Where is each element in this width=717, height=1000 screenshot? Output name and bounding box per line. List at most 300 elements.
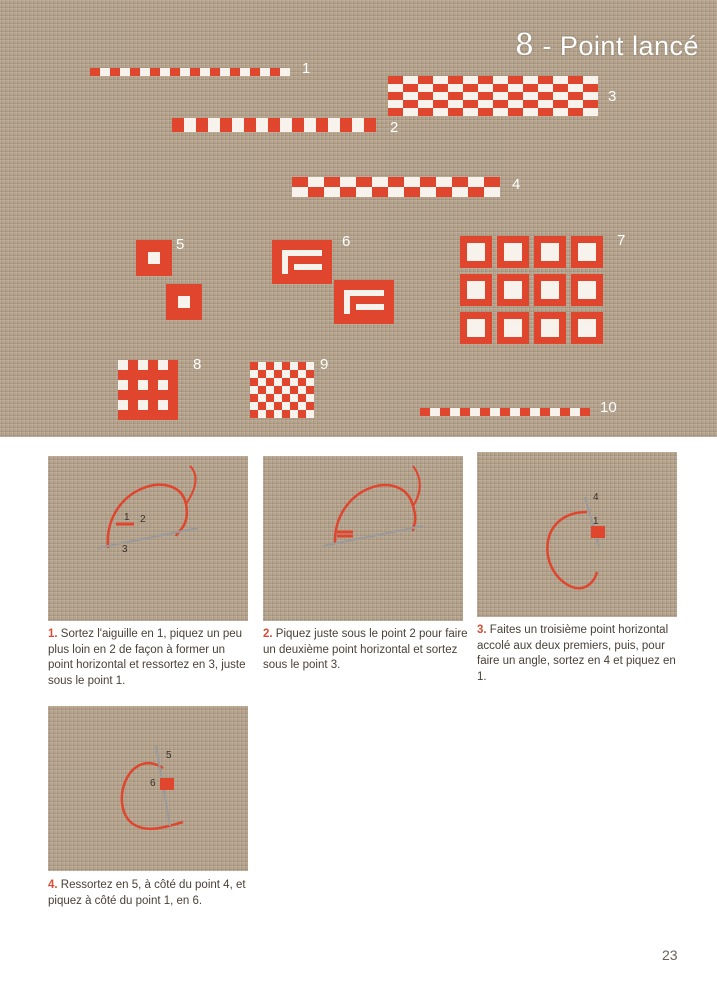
sample-6-stitch [294, 264, 322, 270]
sample-1-stitch [160, 68, 170, 76]
sample-10-stitch [500, 408, 510, 416]
sample-8-stitch [138, 410, 148, 420]
sample-9-stitch [306, 394, 314, 402]
sample-2-stitch [364, 118, 376, 132]
sample-8-stitch [168, 410, 178, 420]
sample-3-stitch [388, 76, 403, 84]
sample-8-stitch [118, 380, 128, 390]
step-4-mark-6: 6 [150, 778, 156, 789]
sample-3-stitch [553, 100, 568, 108]
page-number: 23 [662, 947, 678, 963]
sample-5-stitch [178, 296, 190, 308]
sample-9-stitch [258, 386, 266, 394]
sample-7-stitch [578, 243, 596, 261]
sample-8-stitch [148, 410, 158, 420]
sample-1-stitch [100, 68, 110, 76]
sample-10-stitch [510, 408, 520, 416]
sample-8-stitch [128, 360, 138, 370]
sample-5-stitch [190, 308, 202, 320]
sample-1-stitch [150, 68, 160, 76]
sample-7-stitch [467, 281, 485, 299]
sample-7-stitch [467, 243, 485, 261]
sample-3-stitch [433, 92, 448, 100]
sample-label-8: 8 [193, 356, 202, 373]
sample-3-stitch [508, 92, 523, 100]
sample-5-stitch [166, 296, 178, 308]
sample-2-stitch [208, 118, 220, 132]
sample-9-stitch [250, 362, 258, 370]
sample-9-stitch [290, 394, 298, 402]
sample-3-stitch [418, 92, 433, 100]
sample-9-stitch [298, 362, 306, 370]
sample-9-stitch [250, 386, 258, 394]
sample-1-stitch [260, 68, 270, 76]
sample-8-stitch [168, 380, 178, 390]
sample-3-stitch [448, 76, 463, 84]
step-1-caption [48, 627, 253, 689]
sample-5-stitch [178, 284, 190, 296]
sample-9-stitch [282, 370, 290, 378]
sample-2-stitch [172, 118, 184, 132]
sample-4-stitch [292, 187, 308, 197]
sample-3-stitch [538, 84, 553, 92]
sample-9-stitch [266, 394, 274, 402]
sample-1-stitch [210, 68, 220, 76]
step-4-number: 4. [48, 879, 58, 891]
sample-label-7: 7 [617, 232, 626, 249]
sample-10-stitch [450, 408, 460, 416]
step-3-illustration [477, 452, 677, 617]
sample-3-stitch [418, 84, 433, 92]
sample-8-stitch [148, 380, 158, 390]
sample-4-stitch [356, 177, 372, 187]
sample-10-stitch [560, 408, 570, 416]
step-1-photo [48, 456, 248, 621]
sample-2-stitch [292, 118, 304, 132]
sample-8-stitch [128, 380, 138, 390]
sample-4-stitch [324, 177, 340, 187]
sample-6-stitch [282, 256, 288, 274]
sample-7-stitch [578, 319, 596, 337]
sample-label-5: 5 [176, 236, 185, 253]
sampler-stitches [0, 0, 717, 437]
sample-3-stitch [403, 84, 418, 92]
sample-9-stitch [274, 402, 282, 410]
sample-8-stitch [128, 390, 138, 400]
sample-3-stitch [388, 84, 403, 92]
sample-8-stitch [138, 390, 148, 400]
sample-9-stitch [274, 378, 282, 386]
sample-7-stitch [541, 281, 559, 299]
sample-8-stitch [138, 370, 148, 380]
sample-8-stitch [168, 370, 178, 380]
sample-10-stitch [530, 408, 540, 416]
sample-3-stitch [493, 84, 508, 92]
sample-1-stitch [130, 68, 140, 76]
sample-3-stitch [433, 76, 448, 84]
sample-3-stitch [568, 92, 583, 100]
sample-9-stitch [290, 378, 298, 386]
title-number: 8 [514, 28, 535, 63]
sample-7-stitch [467, 319, 485, 337]
sample-2-stitch [232, 118, 244, 132]
sample-1-stitch [90, 68, 100, 76]
sample-10-stitch [580, 408, 590, 416]
sample-3-stitch [448, 84, 463, 92]
sample-8-stitch [118, 400, 128, 410]
sample-1-stitch [280, 68, 290, 76]
sample-9-stitch [306, 362, 314, 370]
sample-9-stitch [274, 362, 282, 370]
sample-3-stitch [403, 100, 418, 108]
sample-9-stitch [250, 378, 258, 386]
sample-3-stitch [523, 108, 538, 116]
sample-3-stitch [403, 92, 418, 100]
sample-8-stitch [158, 400, 168, 410]
step-1-mark-1: 1 [124, 512, 130, 523]
sample-7-stitch [504, 319, 522, 337]
sample-3-stitch [583, 76, 598, 84]
sample-3-stitch [403, 76, 418, 84]
sample-3-stitch [583, 92, 598, 100]
sample-3-stitch [493, 108, 508, 116]
step-2-text: Piquez juste sous le point 2 pour faire un deuxième point horizontal et sortez sous le point 3. [263, 628, 468, 671]
sample-4-stitch [436, 187, 452, 197]
sample-2-stitch [268, 118, 280, 132]
sample-3-stitch [553, 92, 568, 100]
title-text: - Point lancé [534, 31, 699, 61]
sample-3-stitch [388, 100, 403, 108]
sample-4-stitch [356, 187, 372, 197]
sample-9-stitch [298, 378, 306, 386]
sample-9-stitch [266, 386, 274, 394]
sample-5-stitch [160, 252, 172, 264]
sample-10-stitch [550, 408, 560, 416]
sample-3-stitch [478, 92, 493, 100]
sample-3-stitch [388, 108, 403, 116]
sample-4-stitch [468, 187, 484, 197]
sample-8-stitch [148, 360, 158, 370]
sample-2-stitch [220, 118, 232, 132]
sample-9-stitch [282, 410, 290, 418]
sample-9-stitch [274, 394, 282, 402]
sample-9-stitch [298, 370, 306, 378]
step-4-caption [48, 878, 253, 909]
sample-8-stitch [118, 370, 128, 380]
sample-9-stitch [298, 402, 306, 410]
sample-7-stitch [504, 281, 522, 299]
sample-4-stitch [388, 177, 404, 187]
sample-5-stitch [190, 296, 202, 308]
sample-9-stitch [298, 410, 306, 418]
sample-3-stitch [463, 108, 478, 116]
sample-1-stitch [270, 68, 280, 76]
sample-6-stitch [334, 280, 394, 324]
sample-3-stitch [448, 100, 463, 108]
sample-8-stitch [168, 360, 178, 370]
sample-8-stitch [148, 370, 158, 380]
sample-3-stitch [418, 100, 433, 108]
sample-3-stitch [568, 84, 583, 92]
sample-2-stitch [340, 118, 352, 132]
sample-3-stitch [463, 92, 478, 100]
sample-6-stitch [356, 304, 384, 310]
sample-5-stitch [136, 252, 148, 264]
sample-label-2: 2 [390, 119, 399, 136]
sampler-photo [0, 0, 717, 437]
sample-3-stitch [523, 76, 538, 84]
sample-9-stitch [258, 402, 266, 410]
sample-5-stitch [166, 284, 178, 296]
step-1-number: 1. [48, 628, 58, 640]
sample-9-stitch [258, 378, 266, 386]
sample-3-stitch [493, 100, 508, 108]
sample-6-stitch [282, 250, 322, 256]
step-1-mark-2: 2 [140, 514, 146, 525]
sample-7-stitch [541, 319, 559, 337]
sample-3-stitch [523, 92, 538, 100]
sample-8-stitch [118, 390, 128, 400]
step-3-number: 3. [477, 624, 487, 636]
sample-2-stitch [316, 118, 328, 132]
sample-7-stitch [541, 243, 559, 261]
sample-3-stitch [568, 76, 583, 84]
sample-3-stitch [523, 100, 538, 108]
sample-4-stitch [436, 177, 452, 187]
sample-1-stitch [250, 68, 260, 76]
sample-3-stitch [478, 108, 493, 116]
sample-3-stitch [478, 76, 493, 84]
sample-10-stitch [480, 408, 490, 416]
sample-2-stitch [244, 118, 256, 132]
sample-5-stitch [136, 264, 148, 276]
sample-3-stitch [463, 100, 478, 108]
sample-3-stitch [433, 84, 448, 92]
sample-9-stitch [258, 410, 266, 418]
sample-1-stitch [200, 68, 210, 76]
step-4-illustration [48, 706, 248, 871]
sample-3-stitch [553, 76, 568, 84]
sample-5-stitch [166, 308, 178, 320]
sample-4-stitch [404, 187, 420, 197]
sample-3-stitch [418, 108, 433, 116]
sample-2-stitch [328, 118, 340, 132]
sample-3-stitch [493, 92, 508, 100]
sample-2-stitch [280, 118, 292, 132]
sample-9-stitch [290, 370, 298, 378]
sample-3-stitch [538, 108, 553, 116]
sample-3-stitch [538, 100, 553, 108]
sample-1-stitch [120, 68, 130, 76]
sample-10-stitch [540, 408, 550, 416]
sample-label-3: 3 [608, 88, 617, 105]
sample-8-stitch [138, 380, 148, 390]
sample-9-stitch [306, 378, 314, 386]
sample-9-stitch [258, 394, 266, 402]
sample-3-stitch [388, 92, 403, 100]
sample-10-stitch [420, 408, 430, 416]
sample-3-stitch [493, 76, 508, 84]
sample-8-stitch [158, 370, 168, 380]
sample-4-stitch [420, 177, 436, 187]
step-3-mark-1: 1 [593, 516, 599, 527]
sample-4-stitch [340, 187, 356, 197]
sample-2-stitch [352, 118, 364, 132]
sample-10-stitch [570, 408, 580, 416]
sample-9-stitch [290, 402, 298, 410]
sample-3-stitch [568, 108, 583, 116]
sample-label-1: 1 [302, 60, 311, 77]
sample-9-stitch [298, 386, 306, 394]
sample-3-stitch [523, 84, 538, 92]
sample-5-stitch [136, 240, 148, 252]
sample-3-stitch [463, 84, 478, 92]
sample-9-stitch [250, 370, 258, 378]
sample-1-stitch [230, 68, 240, 76]
sample-4-stitch [308, 187, 324, 197]
sample-9-stitch [290, 362, 298, 370]
sample-9-stitch [290, 386, 298, 394]
sample-9-stitch [306, 370, 314, 378]
sample-9-stitch [266, 402, 274, 410]
sample-10-stitch [430, 408, 440, 416]
step-2-number: 2. [263, 628, 273, 640]
step-4-mark-5: 5 [166, 750, 172, 761]
sample-5-stitch [148, 264, 160, 276]
sample-3-stitch [478, 84, 493, 92]
sample-2-stitch [184, 118, 196, 132]
step-4-text: Ressortez en 5, à côté du point 4, et piquez à côté du point 1, en 6. [48, 879, 246, 907]
sample-4-stitch [372, 177, 388, 187]
sample-9-stitch [282, 378, 290, 386]
sample-7-stitch [504, 243, 522, 261]
sample-3-stitch [463, 76, 478, 84]
sample-label-9: 9 [320, 356, 329, 373]
sample-9-stitch [250, 402, 258, 410]
sample-8-stitch [148, 400, 158, 410]
sample-8-stitch [148, 390, 158, 400]
sample-10-stitch [460, 408, 470, 416]
sample-3-stitch [403, 108, 418, 116]
sample-3-stitch [553, 84, 568, 92]
sample-9-stitch [306, 386, 314, 394]
sample-4-stitch [452, 187, 468, 197]
sample-4-stitch [292, 177, 308, 187]
sample-9-stitch [282, 386, 290, 394]
page-title [515, 28, 699, 63]
sample-9-stitch [282, 402, 290, 410]
sample-8-stitch [158, 380, 168, 390]
step-3-caption [477, 623, 682, 685]
sample-6-stitch [272, 240, 332, 284]
sample-9-stitch [298, 394, 306, 402]
sample-4-stitch [484, 187, 500, 197]
sample-8-stitch [168, 400, 178, 410]
sample-3-stitch [553, 108, 568, 116]
sample-8-stitch [138, 400, 148, 410]
sample-3-stitch [568, 100, 583, 108]
sample-6-stitch [344, 290, 384, 296]
sample-9-stitch [266, 370, 274, 378]
sample-3-stitch [583, 84, 598, 92]
sample-2-stitch [304, 118, 316, 132]
sample-9-stitch [250, 410, 258, 418]
sample-3-stitch [448, 108, 463, 116]
sample-9-stitch [274, 410, 282, 418]
sample-6-stitch [344, 296, 350, 314]
sample-3-stitch [538, 92, 553, 100]
sample-4-stitch [388, 187, 404, 197]
sample-1-stitch [170, 68, 180, 76]
sample-3-stitch [478, 100, 493, 108]
step-2-photo [263, 456, 463, 621]
sample-4-stitch [324, 187, 340, 197]
sample-4-stitch [452, 177, 468, 187]
step-3-mark-4: 4 [593, 492, 599, 503]
sample-1-stitch [140, 68, 150, 76]
step-3-photo [477, 452, 677, 617]
sample-9-stitch [282, 362, 290, 370]
sample-3-stitch [538, 76, 553, 84]
sample-label-10: 10 [600, 399, 617, 416]
step-2-caption [263, 627, 468, 674]
step-3-text: Faites un troisième point horizontal accolé aux deux premiers, puis, pour faire un angle, sortez en 4 et piquez en 1. [477, 624, 676, 683]
sample-label-6: 6 [342, 233, 351, 250]
sample-9-stitch [290, 410, 298, 418]
sample-8-stitch [118, 410, 128, 420]
sample-10-stitch [470, 408, 480, 416]
sample-3-stitch [583, 108, 598, 116]
sample-9-stitch [266, 362, 274, 370]
sample-4-stitch [308, 177, 324, 187]
sample-1-stitch [110, 68, 120, 76]
sample-1-stitch [190, 68, 200, 76]
sample-9-stitch [274, 370, 282, 378]
sample-9-stitch [258, 362, 266, 370]
sample-4-stitch [372, 187, 388, 197]
step-2-illustration [263, 456, 463, 621]
step-1-text: Sortez l'aiguille en 1, piquez un peu plus loin en 2 de façon à former un point horizontal et ressortez en 3, juste sous le point 1. [48, 628, 246, 687]
sample-8-stitch [158, 390, 168, 400]
sample-3-stitch [508, 100, 523, 108]
sample-3-stitch [448, 92, 463, 100]
sample-3-stitch [508, 76, 523, 84]
sample-5-stitch [160, 264, 172, 276]
step-4-photo [48, 706, 248, 871]
sample-9-stitch [306, 402, 314, 410]
sample-8-stitch [128, 410, 138, 420]
sample-4-stitch [404, 177, 420, 187]
sample-5-stitch [190, 284, 202, 296]
sample-10-stitch [440, 408, 450, 416]
sample-3-stitch [508, 108, 523, 116]
sample-4-stitch [468, 177, 484, 187]
sample-9-stitch [266, 378, 274, 386]
sample-8-stitch [128, 400, 138, 410]
sample-9-stitch [258, 370, 266, 378]
sample-9-stitch [306, 410, 314, 418]
sample-4-stitch [420, 187, 436, 197]
sample-4-stitch [484, 177, 500, 187]
sample-10-stitch [490, 408, 500, 416]
sample-5-stitch [178, 308, 190, 320]
step-1-illustration [48, 456, 248, 621]
step-1-mark-3: 3 [122, 544, 128, 555]
sample-3-stitch [433, 100, 448, 108]
sample-4-stitch [340, 177, 356, 187]
sample-9-stitch [266, 410, 274, 418]
sample-2-stitch [256, 118, 268, 132]
